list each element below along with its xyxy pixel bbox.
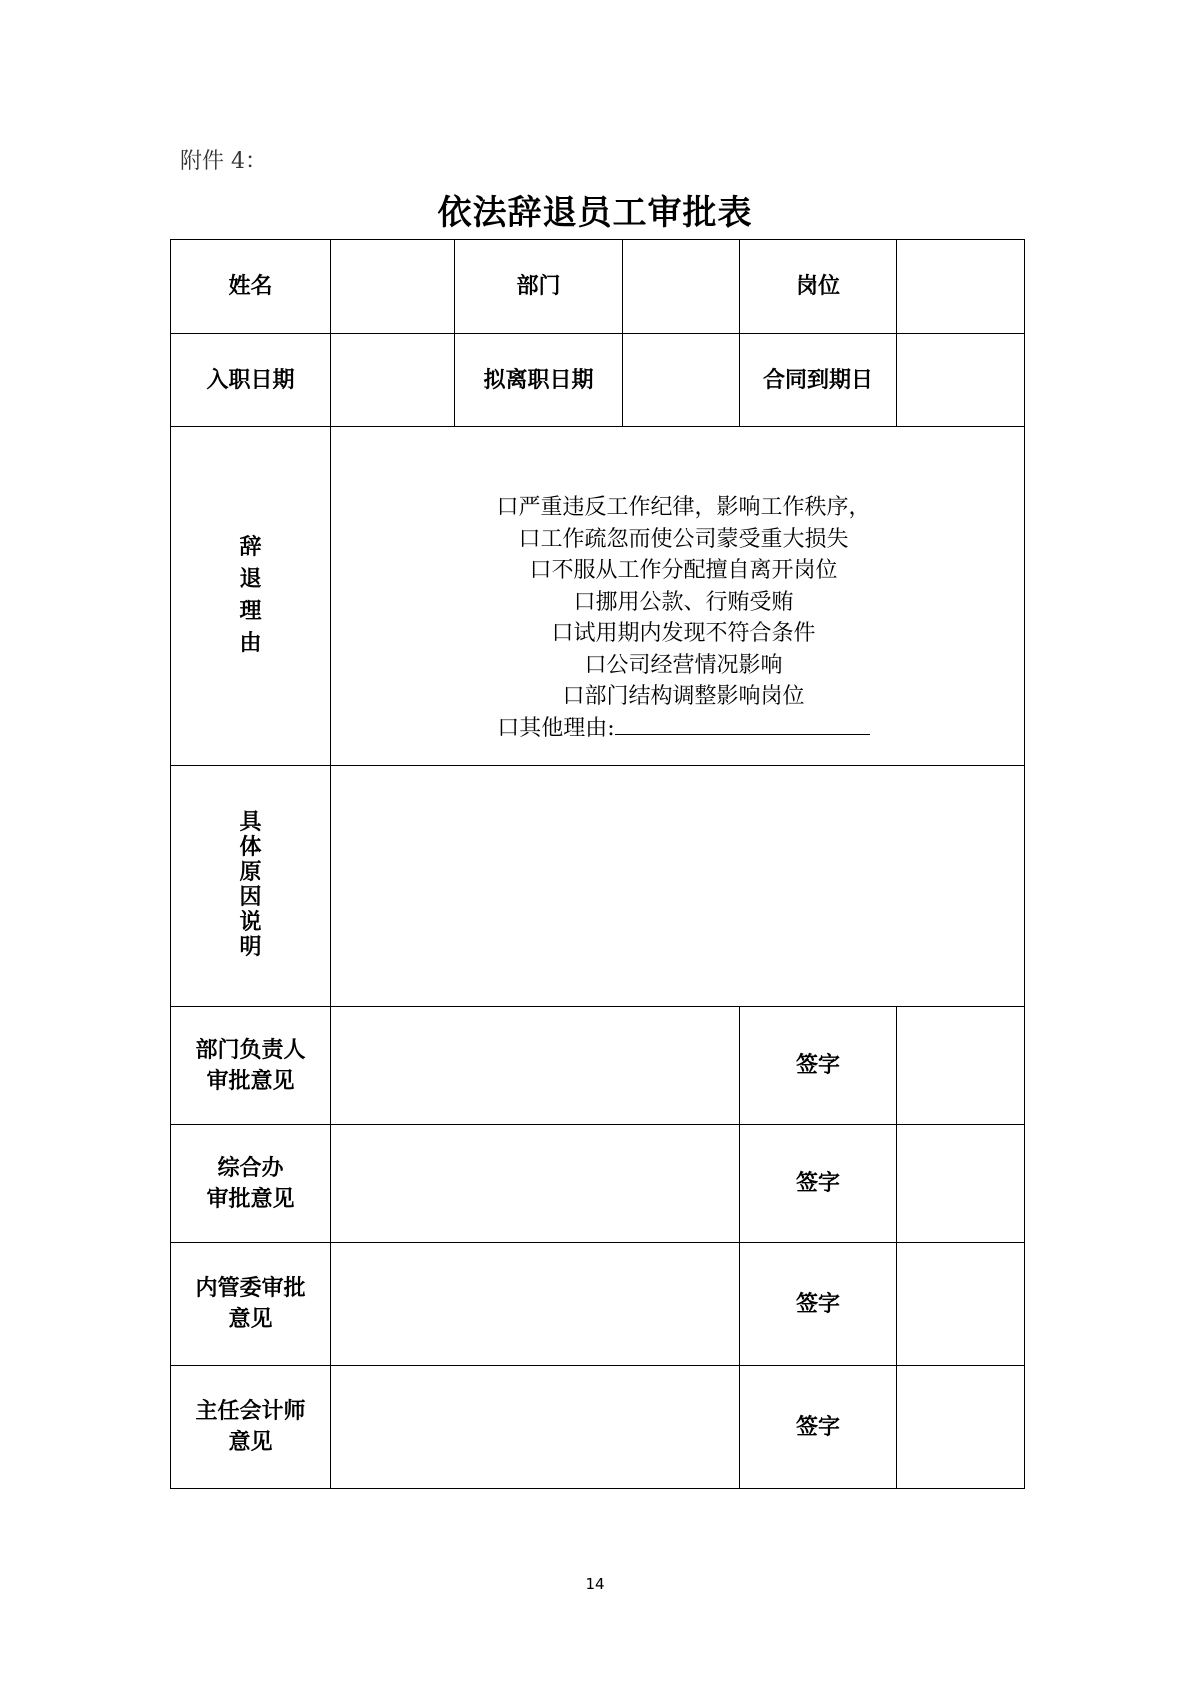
dismissal-approval-form — [170, 239, 1025, 1489]
form-title: 依法辞退员工审批表 — [437, 193, 753, 233]
name-label: 姓名 — [171, 240, 331, 334]
approval-label-line: 主任会计师 — [195, 1399, 306, 1424]
detail-label-char: 具 — [239, 809, 262, 835]
signature-field[interactable] — [897, 1007, 1025, 1125]
approval-label-line: 意见 — [228, 1307, 273, 1332]
hire-date-field[interactable] — [331, 334, 455, 427]
reason-label-char: 理 — [239, 599, 262, 624]
detail-explanation-field[interactable] — [331, 766, 1025, 1007]
detail-label-char: 体 — [239, 834, 262, 860]
dismissal-reason-label — [171, 427, 331, 766]
form-row-reasons — [171, 427, 1025, 766]
reason-checkbox-option[interactable]: 口不服从工作分配擅自离开岗位 — [529, 558, 838, 583]
dept-head-opinion-field[interactable] — [331, 1007, 740, 1125]
approval-label-line: 内管委审批 — [195, 1276, 306, 1301]
approval-row — [171, 1366, 1025, 1489]
planned-leave-date-label: 拟离职日期 — [455, 334, 623, 427]
form-row-basic — [171, 240, 1025, 334]
dept-head-approval-label — [171, 1007, 331, 1125]
signature-label: 签字 — [740, 1125, 897, 1243]
dismissal-reason-options — [331, 427, 1025, 766]
reason-checkbox-option[interactable]: 口严重违反工作纪律，影响工作秩序， — [496, 495, 871, 520]
position-field[interactable] — [897, 240, 1025, 334]
department-label: 部门 — [455, 240, 623, 334]
planned-leave-date-field[interactable] — [623, 334, 740, 427]
signature-field[interactable] — [897, 1243, 1025, 1366]
detail-label-char: 原 — [239, 859, 262, 885]
approval-label-line: 审批意见 — [206, 1068, 295, 1094]
reason-checkbox-option[interactable]: 口部门结构调整影响岗位 — [562, 684, 805, 709]
position-label: 岗位 — [740, 240, 897, 334]
reason-label-char: 退 — [239, 567, 262, 592]
contract-end-date-label: 合同到期日 — [740, 334, 897, 427]
internal-committee-opinion-field[interactable] — [331, 1243, 740, 1366]
hire-date-label: 入职日期 — [171, 334, 331, 427]
signature-label: 签字 — [740, 1366, 897, 1489]
approval-label-line: 意见 — [228, 1430, 273, 1455]
signature-label: 签字 — [740, 1007, 897, 1125]
detail-explanation-label — [171, 766, 331, 1007]
other-reason-option[interactable] — [343, 713, 1024, 745]
approval-row — [171, 1125, 1025, 1243]
reason-label-char: 辞 — [239, 535, 262, 560]
chief-accountant-approval-label — [171, 1366, 331, 1489]
other-reason-blank[interactable] — [615, 714, 870, 735]
approval-label-line: 综合办 — [217, 1155, 284, 1181]
department-field[interactable] — [623, 240, 740, 334]
reason-checkbox-option[interactable]: 口挪用公款、行贿受贿 — [573, 589, 794, 615]
signature-field[interactable] — [897, 1125, 1025, 1243]
reason-label-char: 由 — [239, 631, 262, 656]
name-field[interactable] — [331, 240, 455, 334]
form-row-dates — [171, 334, 1025, 427]
approval-label-line: 审批意见 — [206, 1186, 295, 1212]
internal-committee-approval-label — [171, 1243, 331, 1366]
approval-label-line: 部门负责人 — [195, 1037, 306, 1063]
other-reason-label: 口其他理由: — [497, 715, 615, 741]
approval-row — [171, 1243, 1025, 1366]
contract-end-date-field[interactable] — [897, 334, 1025, 427]
chief-accountant-opinion-field[interactable] — [331, 1366, 740, 1489]
signature-field[interactable] — [897, 1366, 1025, 1489]
page-number: 14 — [585, 1575, 605, 1593]
detail-label-char: 因 — [239, 884, 262, 910]
approval-row — [171, 1007, 1025, 1125]
detail-label-char: 明 — [239, 934, 262, 960]
reason-checkbox-option[interactable]: 口公司经营情况影响 — [584, 652, 783, 678]
reason-checkbox-option[interactable]: 口工作疏忽而使公司蒙受重大损失 — [518, 526, 849, 552]
general-office-opinion-field[interactable] — [331, 1125, 740, 1243]
reason-checkbox-option[interactable]: 口试用期内发现不符合条件 — [551, 621, 816, 646]
signature-label: 签字 — [740, 1243, 897, 1366]
detail-label-char: 说 — [239, 909, 262, 935]
general-office-approval-label — [171, 1125, 331, 1243]
annex-label: 附件 4： — [180, 149, 267, 174]
form-row-details — [171, 766, 1025, 1007]
